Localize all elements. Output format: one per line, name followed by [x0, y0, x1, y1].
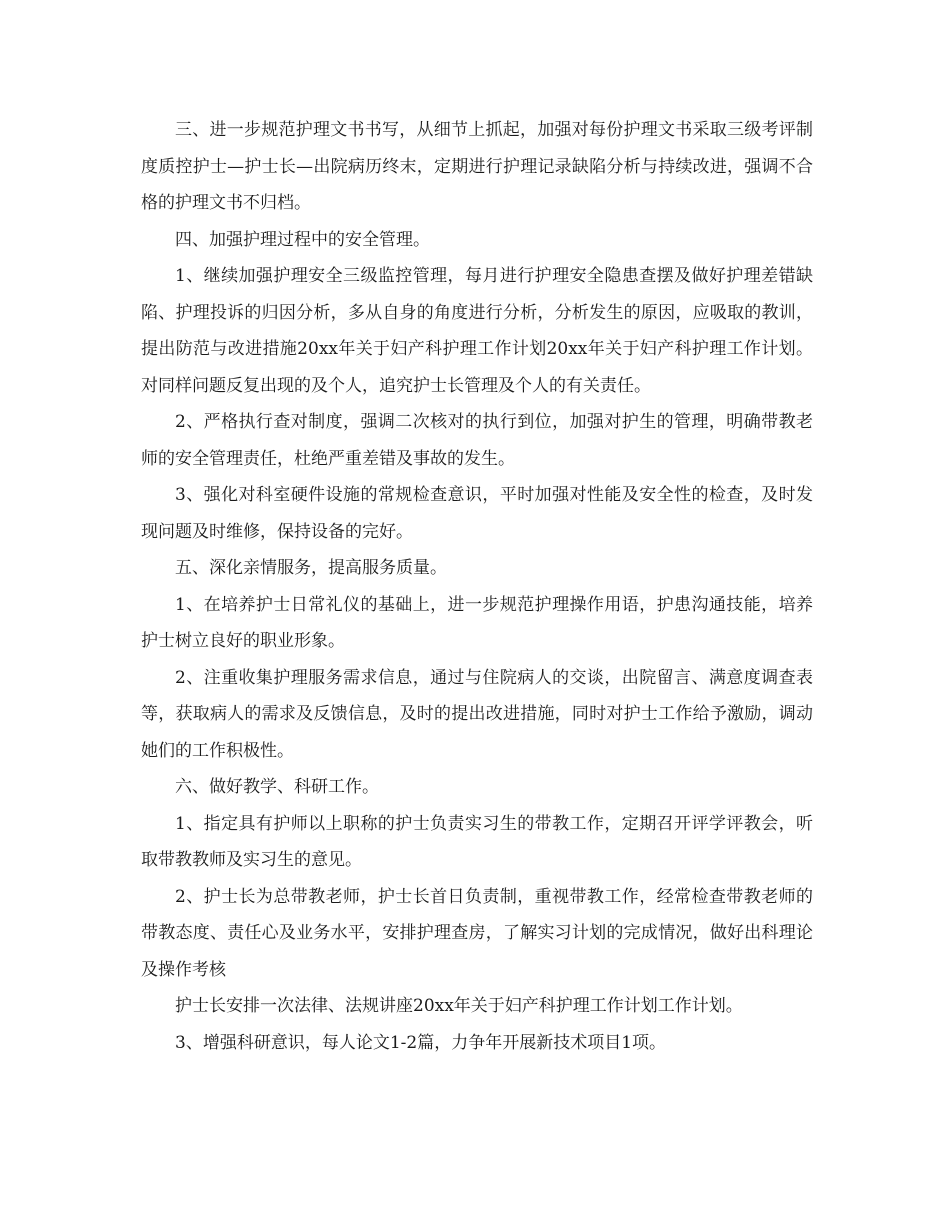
paragraph-4-1-safety-monitoring: 1、继续加强护理安全三级监控管理，每月进行护理安全隐患查摆及做好护理差错缺陷、护理投诉的归因分析，多从自身的角度进行分析，分析发生的原因，应吸取的教训，提出防范与改进措施20xx年关于妇产科护理工作计划20xx年关于妇产科护理工作计划。对同样问题反复出现的及个人，追究护士长管理及个人的有关责任。 — [141, 266, 813, 396]
paragraph-4-3-equipment: 3、强化对科室硬件设施的常规检查意识，平时加强对性能及安全性的检查，及时发现问题及时维修，保持设备的完好。 — [141, 485, 813, 542]
paragraph-4-2-verification: 2、严格执行查对制度，强调二次核对的执行到位，加强对护生的管理，明确带教老师的安全管理责任，杜绝严重差错及事故的发生。 — [141, 412, 813, 469]
heading-section-6-teaching: 六、做好教学、科研工作。 — [175, 777, 379, 797]
paragraph-section-3-documentation: 三、进一步规范护理文书书写，从细节上抓起，加强对每份护理文书采取三级考评制度质控护士—护士长—出院病历终末，定期进行护理记录缺陷分析与持续改进，强调不合格的护理文书不归档。 — [141, 120, 813, 213]
heading-section-4-safety: 四、加强护理过程中的安全管理。 — [175, 229, 430, 250]
paragraph-6-3-research: 3、增强科研意识，每人论文1-2篇，力争年开展新技术项目1项。 — [175, 1032, 667, 1053]
paragraph-5-1-etiquette: 1、在培养护士日常礼仪的基础上，进一步规范护理操作用语，护患沟通技能，培养护士树立良好的职业形象。 — [141, 594, 813, 651]
paragraph-6-1-mentoring: 1、指定具有护师以上职称的护士负责实习生的带教工作，定期召开评学评教会，听取带教教师及实习生的意见。 — [141, 813, 813, 870]
heading-section-5-service: 五、深化亲情服务，提高服务质量。 — [175, 558, 447, 578]
paragraph-5-2-feedback: 2、注重收集护理服务需求信息，通过与住院病人的交谈，出院留言、满意度调查表等，获取病人的需求及反馈信息，及时的提出改进措施，同时对护士工作给予激励，调动她们的工作积极性。 — [141, 667, 813, 761]
paragraph-law-lecture: 护士长安排一次法律、法规讲座20xx年关于妇产科护理工作计划工作计划。 — [175, 996, 743, 1016]
paragraph-6-2-head-nurse: 2、护士长为总带教老师，护士长首日负责制，重视带教工作，经常检查带教老师的带教态度、责任心及业务水平，安排护理查房，了解实习计划的完成情况，做好出科理论及操作考核 — [141, 886, 813, 980]
document-body — [141, 112, 813, 1061]
